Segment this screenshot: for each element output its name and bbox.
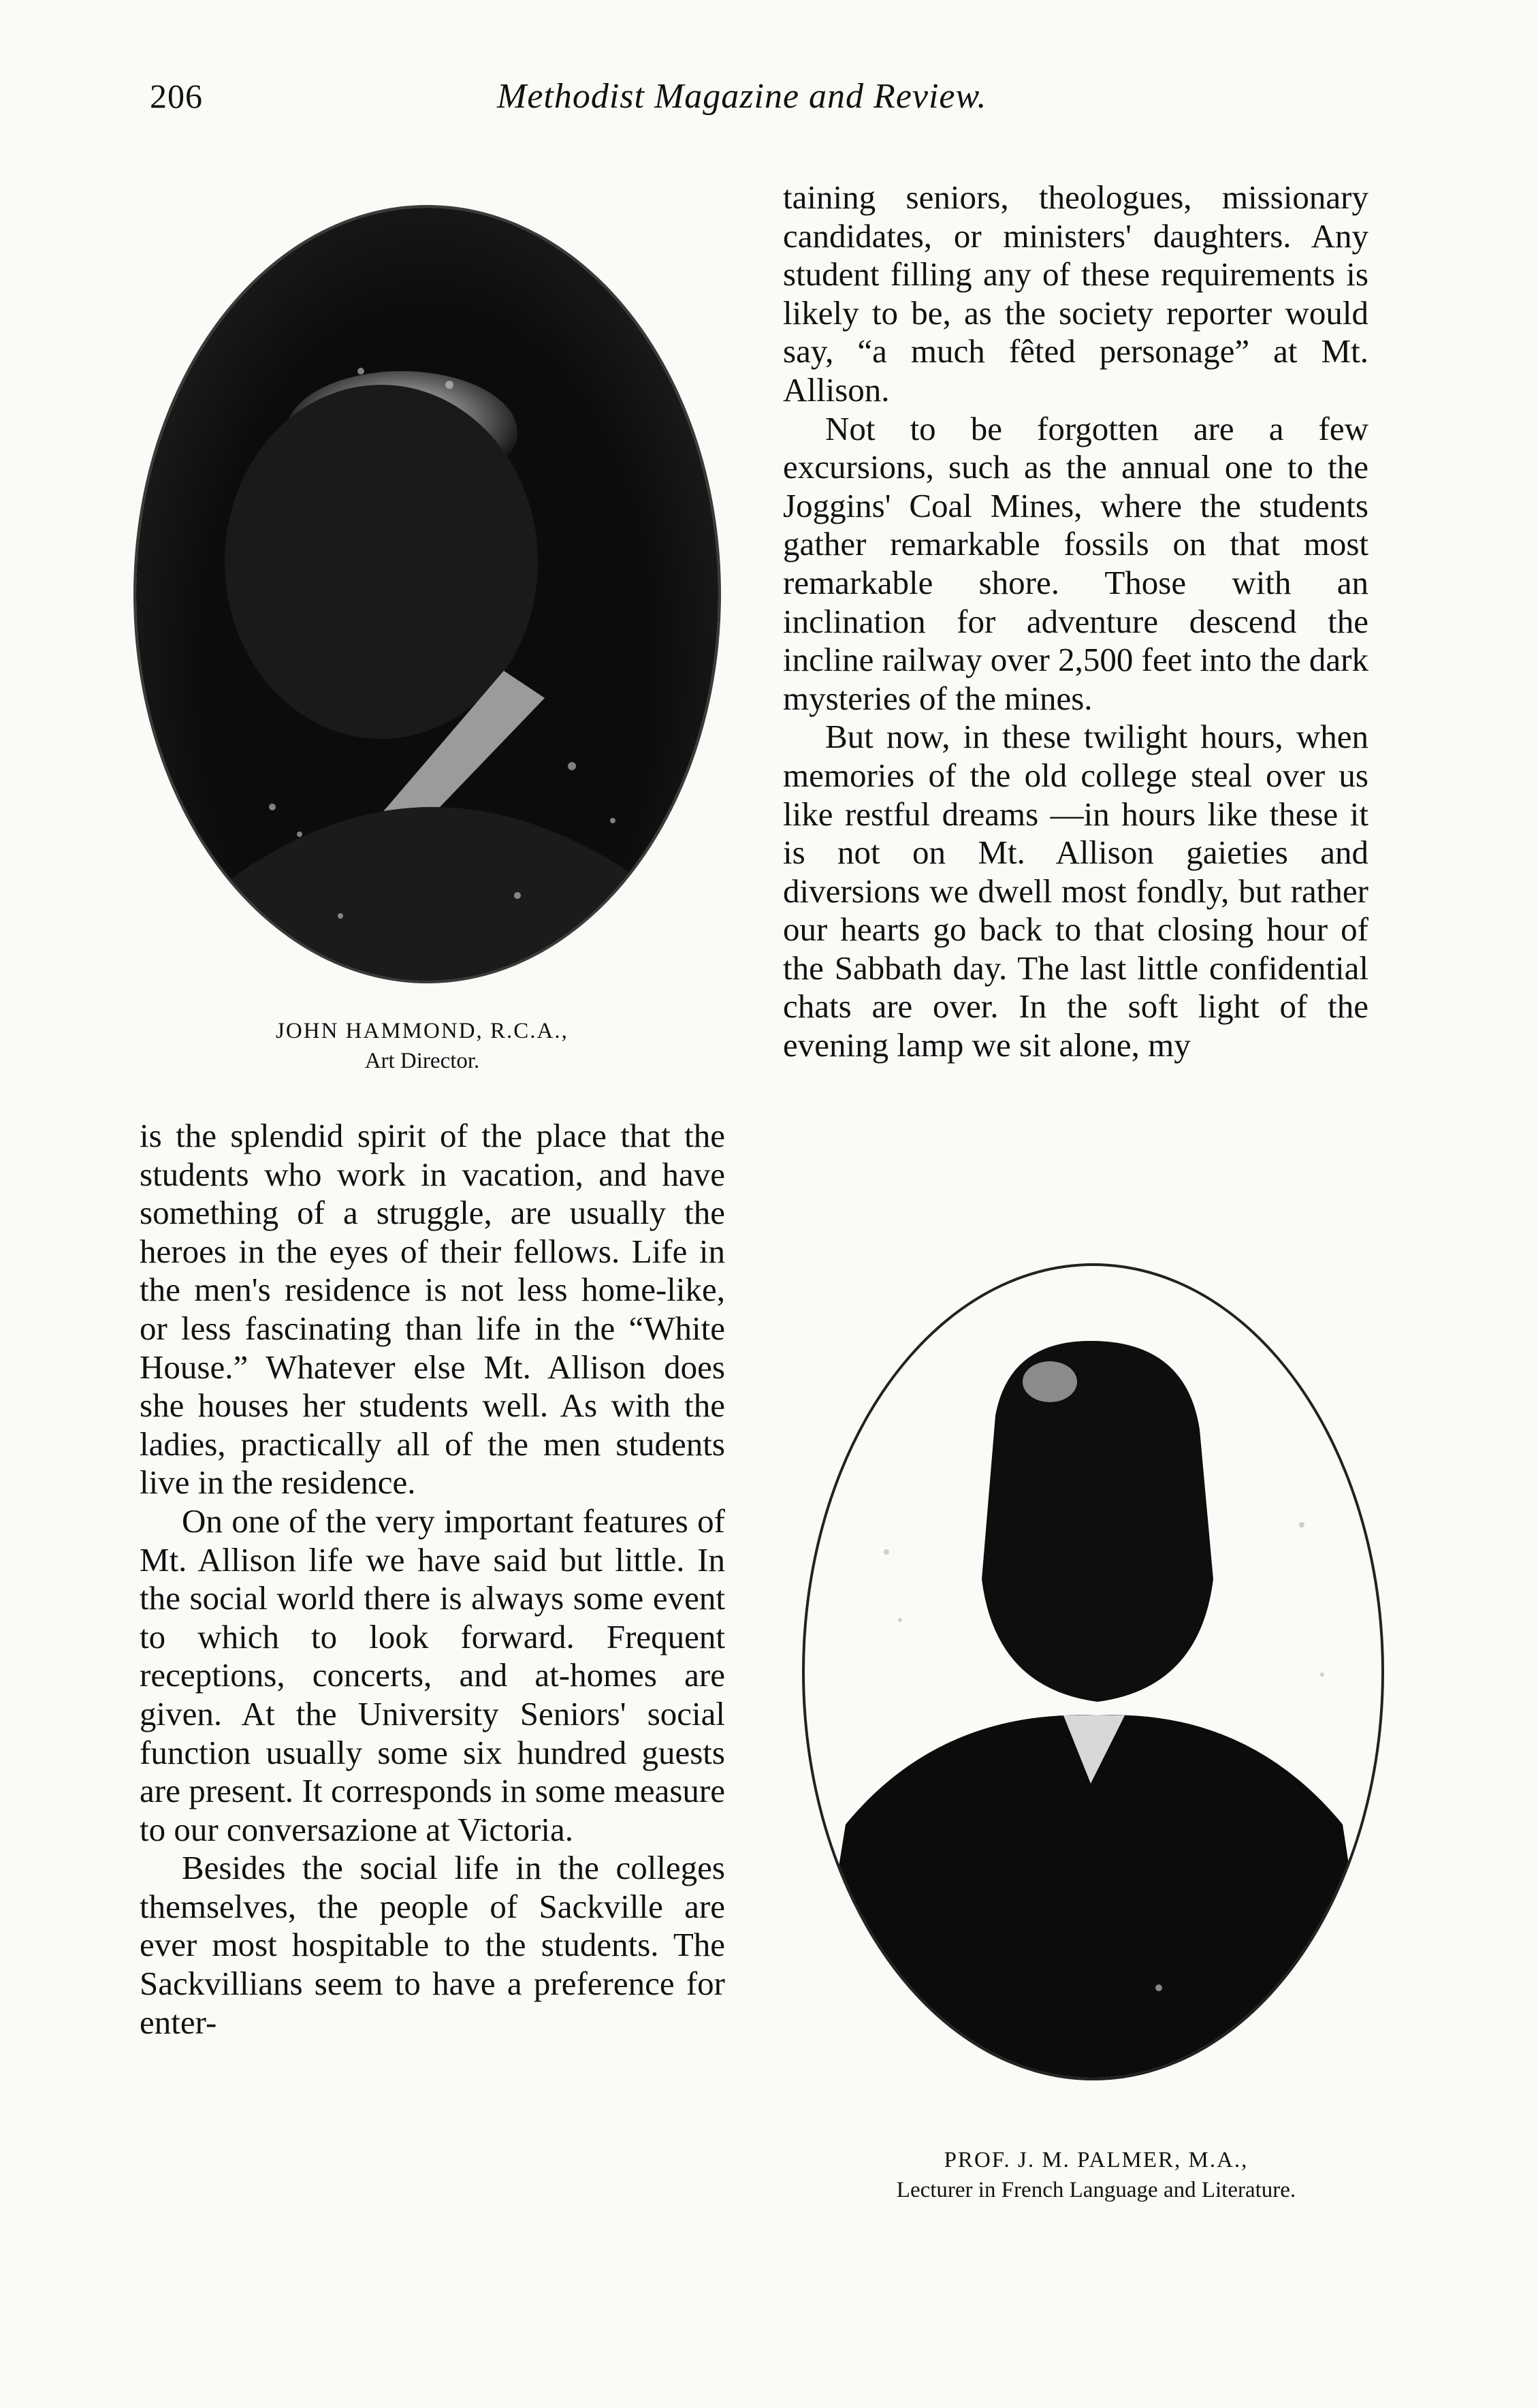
paragraph: Besides the social life in the colleges themselves, the people of Sackville are ever most hospitable to the students. The Sackvillians seem to have a preference for enter- xyxy=(140,1849,725,2041)
paragraph: is the splendid spirit of the place that the students who work in vacation, and have something of a struggle, are usually the heroes in the eyes of their fellows. Life in the men's residence is not less home-like, or less fascinating than life in the “White House.” Whatever else Mt. Allison does she houses her students well. As with the ladies, practically all of the men students live in the residence. xyxy=(140,1117,725,1502)
paragraph: But now, in these twilight hours, when memories of the old college steal over us like restful dreams —in hours like these it is not on Mt. Allison gaieties and diversions we dwell most fondly, but rather our hearts go back to that closing hour of the Sabbath day. The last little confidential chats are over. In the soft light of the evening lamp we sit alone, my xyxy=(783,718,1368,1064)
paragraph: On one of the very important features of Mt. Allison life we have said but little. In the social world there is always some event to which to look forward. Frequent receptions, concerts, and at-homes are given. At the University Seniors' social function usually some six hundred guests are present. It corresponds in some measure to our conversazione at Victoria. xyxy=(140,1502,725,1848)
portrait-j-m-palmer-image xyxy=(805,1266,1381,2078)
portrait-john-hammond-image xyxy=(136,208,718,981)
paragraph: taining seniors, theologues, missionary candidates, or ministers' daughters. Any student filling any of these requirements is likely to be, as the society reporter would say, “a much fêted personage” at Mt. Allison. xyxy=(783,178,1368,409)
left-column xyxy=(140,1117,725,2042)
portrait-john-hammond xyxy=(136,208,718,981)
caption-role: Art Director. xyxy=(364,1049,480,1073)
caption-john-hammond xyxy=(163,1016,681,1076)
caption-name: PROF. J. M. PALMER, M.A., xyxy=(944,2148,1249,2172)
caption-name: JOHN HAMMOND, R.C.A., xyxy=(276,1019,568,1043)
paragraph: Not to be forgotten are a few excursions, such as the annual one to the Joggins' Coal Mines, where the students gather remarkable fossils on that most remarkable shore. Those with an inclination for adventure descend the incline railway over 2,500 feet into the dark mysteries of the mines. xyxy=(783,409,1368,717)
portrait-j-m-palmer xyxy=(802,1263,1384,2080)
caption-role: Lecturer in French Language and Literature. xyxy=(896,2178,1296,2202)
page-number: 206 xyxy=(150,77,203,115)
running-title: Methodist Magazine and Review. xyxy=(497,77,987,116)
right-column xyxy=(783,178,1368,1065)
caption-j-m-palmer xyxy=(803,2145,1389,2205)
